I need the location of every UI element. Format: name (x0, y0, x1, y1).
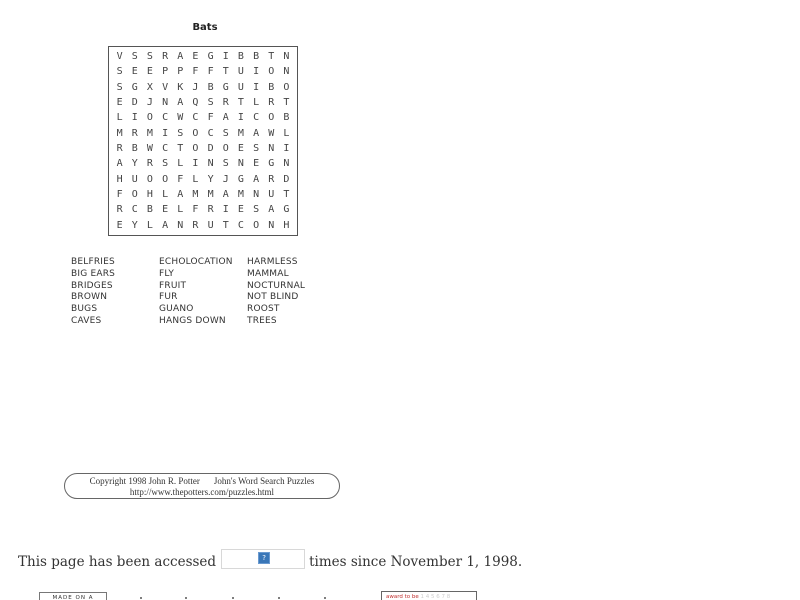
grid-cell: M (237, 127, 244, 139)
grid-cell: M (237, 189, 244, 201)
grid-cell: C (162, 143, 169, 155)
grid-cell: U (237, 66, 244, 78)
grid-cell: E (237, 143, 244, 155)
word-item: FUR (159, 292, 178, 303)
grid-cell: S (207, 97, 214, 109)
grid-cell: V (116, 51, 123, 63)
grid-cell: O (131, 189, 138, 201)
grid-cell: A (116, 158, 123, 170)
grid-cell: S (162, 158, 169, 170)
grid-cell: S (222, 127, 229, 139)
grid-cell: I (162, 127, 169, 139)
grid-cell: W (177, 112, 184, 124)
grid-cell: R (116, 204, 123, 216)
grid-cell: G (283, 204, 290, 216)
grid-cell: L (253, 97, 260, 109)
word-item: CAVES (71, 315, 102, 326)
grid-cell: D (207, 143, 214, 155)
grid-cell: L (146, 219, 153, 231)
grid-cell: N (283, 66, 290, 78)
grid-cell: F (116, 189, 123, 201)
grid-cell: A (177, 189, 184, 201)
grid-cell: C (162, 112, 169, 124)
grid-cell: Y (207, 173, 214, 185)
grid-cell: I (192, 158, 199, 170)
grid-cell: E (116, 219, 123, 231)
grid-cell: F (207, 112, 214, 124)
grid-cell: O (283, 81, 290, 93)
grid-cell: G (222, 81, 229, 93)
grid-cell: N (268, 219, 275, 231)
separator-dot (232, 597, 234, 599)
grid-cell: T (222, 66, 229, 78)
word-column-3 (247, 257, 327, 328)
grid-cell: L (116, 112, 123, 124)
separator-dot (140, 597, 142, 599)
grid-cell: B (283, 112, 290, 124)
grid-cell: U (237, 81, 244, 93)
grid-cell: J (192, 81, 199, 93)
grid-cell: T (222, 219, 229, 231)
word-item: ECHOLOCATION (159, 257, 233, 267)
grid-cell: E (237, 204, 244, 216)
grid-cell: G (237, 173, 244, 185)
copyright-banner[interactable] (64, 473, 340, 499)
grid-cell: P (177, 66, 184, 78)
grid-cell: U (207, 219, 214, 231)
word-item: TREES (247, 315, 277, 326)
word-column-2 (159, 257, 247, 328)
grid-cell: M (116, 127, 123, 139)
grid-cell: T (268, 51, 275, 63)
grid-cell: S (253, 204, 260, 216)
grid-cell: I (253, 81, 260, 93)
grid-cell: N (283, 51, 290, 63)
grid-cell: B (207, 81, 214, 93)
grid-cell: N (283, 158, 290, 170)
grid-cell: A (177, 51, 184, 63)
grid-cell: N (177, 219, 184, 231)
word-item: FLY (159, 268, 175, 279)
separator-dot (185, 597, 187, 599)
word-item: BUGS (71, 304, 98, 315)
grid-cell: L (192, 173, 199, 185)
word-item: BIG EARS (71, 268, 116, 279)
grid-cell: O (253, 219, 260, 231)
grid-cell: D (131, 97, 138, 109)
grid-cell: A (222, 189, 229, 201)
word-item: NOT BLIND (247, 292, 299, 303)
grid-cell: W (268, 127, 275, 139)
grid-cell: J (222, 173, 229, 185)
grid-cell: I (222, 204, 229, 216)
grid-cell: R (222, 97, 229, 109)
grid-cell: L (162, 189, 169, 201)
grid-cell: R (207, 204, 214, 216)
grid-cell: O (162, 173, 169, 185)
grid-cell: R (146, 158, 153, 170)
grid-cell: B (146, 204, 153, 216)
award-faded-text: 1 4 5 6 7 8 (420, 594, 451, 600)
access-text-after: times since November 1, 1998. (309, 554, 523, 570)
grid-cell: O (192, 127, 199, 139)
grid-cell: S (116, 66, 123, 78)
grid-cell: Q (192, 97, 199, 109)
word-search-grid (108, 46, 298, 236)
grid-cell: A (162, 219, 169, 231)
access-counter-line (18, 552, 522, 572)
grid-cell: M (146, 127, 153, 139)
grid-cell: R (116, 143, 123, 155)
grid-cell: O (268, 66, 275, 78)
grid-cell: H (116, 173, 123, 185)
grid-cell: R (268, 173, 275, 185)
word-item: ROOST (247, 304, 280, 315)
grid-cell: H (146, 189, 153, 201)
grid-cell: N (237, 158, 244, 170)
grid-cell: Y (131, 219, 138, 231)
word-list (71, 257, 327, 328)
grid-cell: N (162, 97, 169, 109)
grid-cell: O (146, 112, 153, 124)
grid-cell: C (237, 219, 244, 231)
grid-cell: U (268, 189, 275, 201)
grid-cell: B (268, 81, 275, 93)
hit-counter (221, 549, 305, 569)
grid-cell: D (283, 173, 290, 185)
grid-cell: T (283, 189, 290, 201)
grid-cell: S (177, 127, 184, 139)
grid-cell: A (253, 127, 260, 139)
grid-cell: H (283, 219, 290, 231)
grid-cell: C (253, 112, 260, 124)
grid-cell: T (237, 97, 244, 109)
puzzle-title: Bats (192, 22, 218, 33)
broken-image-icon: ? (258, 552, 270, 564)
access-text-before: This page has been accessed (18, 554, 217, 570)
grid-cell: I (222, 51, 229, 63)
grid-cell: E (253, 158, 260, 170)
word-column-1 (71, 257, 159, 328)
grid-cell: M (192, 189, 199, 201)
grid-cell: O (268, 112, 275, 124)
grid-cell: C (192, 112, 199, 124)
award-badge[interactable] (381, 591, 477, 600)
grid-cell: Y (131, 158, 138, 170)
grid-cell: L (177, 158, 184, 170)
grid-cell: X (146, 81, 153, 93)
grid-cell: S (131, 51, 138, 63)
grid-cell: S (146, 51, 153, 63)
grid-cell: F (192, 204, 199, 216)
separator-dot (324, 597, 326, 599)
grid-cell: L (177, 204, 184, 216)
grid-cell: S (116, 81, 123, 93)
grid-cell: S (253, 143, 260, 155)
grid-cell: V (162, 81, 169, 93)
grid-cell: C (207, 127, 214, 139)
grid-cell: E (146, 66, 153, 78)
grid-cell: E (192, 51, 199, 63)
grid-cell: N (253, 189, 260, 201)
grid-cell: G (131, 81, 138, 93)
grid-cell: W (146, 143, 153, 155)
made-on-badge[interactable]: MADE ON A (39, 592, 107, 600)
separator-dot (278, 597, 280, 599)
copyright-line-1 (65, 476, 339, 487)
grid-cell: N (268, 143, 275, 155)
grid-cell: L (283, 127, 290, 139)
grid-cell: T (177, 143, 184, 155)
word-item: GUANO (159, 304, 194, 315)
grid-cell: I (131, 112, 138, 124)
grid-cell: R (192, 219, 199, 231)
grid-cell: G (268, 158, 275, 170)
grid-cell: E (162, 204, 169, 216)
award-label: award to be (386, 594, 419, 600)
grid-cell: R (131, 127, 138, 139)
grid-cell: J (146, 97, 153, 109)
grid-cell: F (192, 66, 199, 78)
grid-cell: R (268, 97, 275, 109)
word-item: NOCTURNAL (247, 280, 306, 291)
word-item: BRIDGES (71, 280, 113, 291)
word-item: BELFRIES (71, 257, 115, 267)
grid-cell: F (207, 66, 214, 78)
grid-cell: A (268, 204, 275, 216)
grid-cell: B (131, 143, 138, 155)
grid-cell: O (192, 143, 199, 155)
grid-cell: C (131, 204, 138, 216)
grid-cell: E (116, 97, 123, 109)
grid-cell: U (131, 173, 138, 185)
grid-cell: B (237, 51, 244, 63)
grid-cell: A (253, 173, 260, 185)
copyright-url[interactable]: http://www.thepotters.com/puzzles.html (129, 487, 275, 497)
grid-cell: R (162, 51, 169, 63)
grid-cell: O (222, 143, 229, 155)
grid-cell: A (177, 97, 184, 109)
word-item: MAMMAL (247, 268, 289, 279)
grid-cell: I (253, 66, 260, 78)
grid-cell: B (253, 51, 260, 63)
grid-cell: M (207, 189, 214, 201)
word-item: HARMLESS (247, 257, 298, 267)
grid-cell: A (222, 112, 229, 124)
grid-cell: T (283, 97, 290, 109)
grid-cell: E (131, 66, 138, 78)
grid-cell: K (177, 81, 184, 93)
grid-cell: F (177, 173, 184, 185)
word-item: HANGS DOWN (159, 315, 226, 326)
grid-cell: S (222, 158, 229, 170)
grid-cell: I (283, 143, 290, 155)
grid-cell: I (237, 112, 244, 124)
copyright-owner: Copyright 1998 John R. Potter (89, 476, 200, 486)
grid-cell: P (162, 66, 169, 78)
copyright-site-name: John's Word Search Puzzles (213, 476, 315, 486)
grid-cell: N (207, 158, 214, 170)
grid-cell: G (207, 51, 214, 63)
word-item: BROWN (71, 292, 108, 303)
word-item: FRUIT (159, 280, 187, 291)
grid-cell: O (146, 173, 153, 185)
